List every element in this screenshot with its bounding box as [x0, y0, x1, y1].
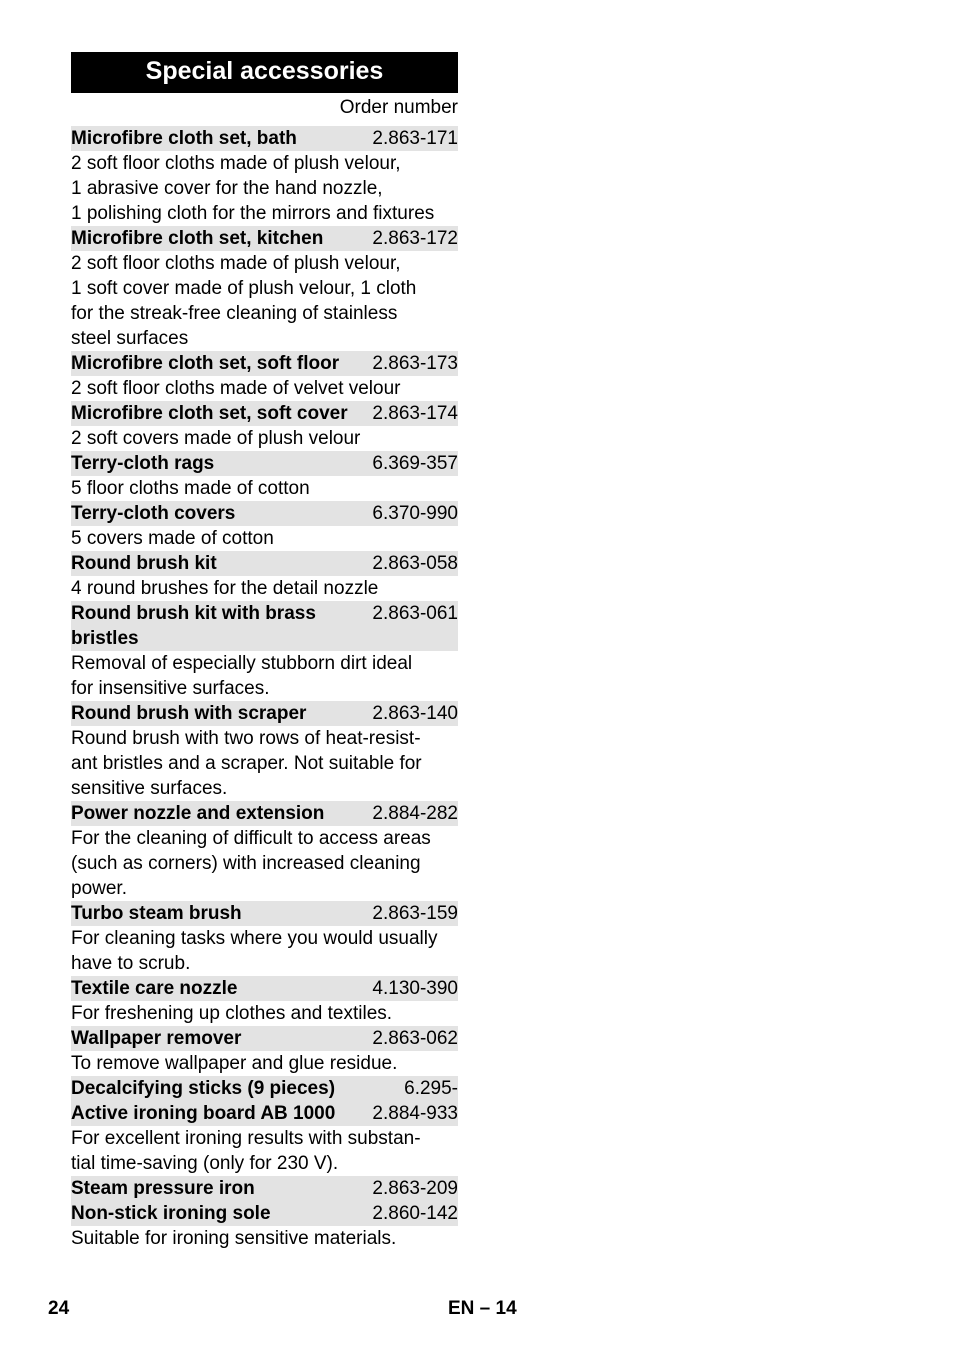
- accessory-description: [71, 251, 458, 351]
- accessory-item: [71, 901, 458, 976]
- description-line: tial time-saving (only for 230 V).: [71, 1153, 339, 1174]
- accessory-name: Round brush with scraper: [71, 703, 307, 724]
- description-line: for the streak-free cleaning of stainless: [71, 303, 398, 324]
- page-number: 24: [48, 1298, 70, 1319]
- accessory-row: [71, 451, 458, 476]
- description-line: 4 round brushes for the detail nozzle: [71, 578, 379, 599]
- accessory-row: [71, 1026, 458, 1051]
- accessory-item: [71, 1076, 458, 1176]
- description-line: 1 soft cover made of plush velour, 1 cloth: [71, 278, 417, 299]
- accessory-name: Round brush kit with brass bristles: [71, 603, 316, 649]
- accessory-item: [71, 501, 458, 551]
- accessory-name: Terry-cloth covers: [71, 503, 236, 524]
- accessory-name: Non-stick ironing sole: [71, 1203, 271, 1224]
- accessory-row: [71, 1101, 458, 1126]
- order-number: 6.370-990: [372, 503, 458, 524]
- accessory-description: [71, 1226, 458, 1251]
- description-line: 2 soft floor cloths made of plush velour,: [71, 253, 401, 274]
- accessory-description: [71, 526, 458, 551]
- accessory-description: [71, 151, 458, 226]
- accessory-description: [71, 1126, 458, 1176]
- accessory-description: [71, 1001, 458, 1026]
- order-number: 2.863-172: [372, 228, 458, 249]
- accessory-name: Round brush kit: [71, 553, 217, 574]
- section-title: Special accessories: [71, 52, 458, 93]
- accessory-description: [71, 826, 458, 901]
- order-number: 2.863-171: [372, 128, 458, 149]
- description-line: have to scrub.: [71, 953, 191, 974]
- description-line: 2 soft covers made of plush velour: [71, 428, 361, 449]
- accessory-name: Textile care nozzle: [71, 978, 238, 999]
- accessory-row: [71, 701, 458, 726]
- accessory-description: [71, 426, 458, 451]
- accessory-description: [71, 926, 458, 976]
- description-line: ant bristles and a scraper. Not suitable for: [71, 753, 422, 774]
- accessory-name: Microfibre cloth set, bath: [71, 128, 297, 149]
- accessory-row: [71, 1201, 458, 1226]
- accessory-name: Steam pressure iron: [71, 1178, 255, 1199]
- accessory-description: [71, 476, 458, 501]
- order-number: 2.863-159: [372, 903, 458, 924]
- accessory-description: [71, 576, 458, 601]
- accessory-name: Microfibre cloth set, soft cover: [71, 403, 348, 424]
- order-number: 2.863-173: [372, 353, 458, 374]
- accessory-row: [71, 551, 458, 576]
- accessory-item: [71, 1026, 458, 1076]
- description-line: 1 polishing cloth for the mirrors and fixtures: [71, 203, 435, 224]
- description-line: To remove wallpaper and glue residue.: [71, 1053, 398, 1074]
- description-line: 2 soft floor cloths made of velvet velour: [71, 378, 401, 399]
- order-number: 6.295-: [404, 1078, 458, 1099]
- accessory-item: [71, 551, 458, 601]
- description-line: Removal of especially stubborn dirt ideal: [71, 653, 413, 674]
- accessory-row: [71, 501, 458, 526]
- accessory-item: [71, 226, 458, 351]
- accessory-description: [71, 376, 458, 401]
- accessory-item: [71, 701, 458, 801]
- accessory-row: [71, 901, 458, 926]
- description-line: Round brush with two rows of heat-resist-: [71, 728, 421, 749]
- description-line: for insensitive surfaces.: [71, 678, 270, 699]
- description-line: (such as corners) with increased cleaning: [71, 853, 421, 874]
- accessory-description: [71, 726, 458, 801]
- order-number: 2.884-933: [372, 1103, 458, 1124]
- accessory-description: [71, 1051, 458, 1076]
- accessory-row: [71, 351, 458, 376]
- accessory-item: [71, 601, 458, 701]
- description-line: 1 abrasive cover for the hand nozzle,: [71, 178, 383, 199]
- accessory-row: [71, 601, 458, 651]
- accessory-row: [71, 801, 458, 826]
- description-line: For cleaning tasks where you would usually: [71, 928, 438, 949]
- order-number: 6.369-357: [372, 453, 458, 474]
- accessory-item: [71, 451, 458, 501]
- order-number: 4.130-390: [372, 978, 458, 999]
- accessory-row: [71, 401, 458, 426]
- accessory-name: Terry-cloth rags: [71, 453, 215, 474]
- description-line: Suitable for ironing sensitive materials.: [71, 1228, 397, 1249]
- description-line: For the cleaning of difficult to access areas: [71, 828, 431, 849]
- description-line: For freshening up clothes and textiles.: [71, 1003, 393, 1024]
- accessory-name: Decalcifying sticks (9 pieces): [71, 1078, 336, 1099]
- accessory-item: [71, 401, 458, 451]
- accessory-row: [71, 1176, 458, 1201]
- accessory-row: [71, 126, 458, 151]
- order-number: 2.863-209: [372, 1178, 458, 1199]
- accessory-name: Microfibre cloth set, kitchen: [71, 228, 324, 249]
- description-line: power.: [71, 878, 127, 899]
- order-number: 2.863-062: [372, 1028, 458, 1049]
- order-number: 2.860-142: [372, 1203, 458, 1224]
- accessory-name: Active ironing board AB 1000: [71, 1103, 336, 1124]
- order-number: 2.863-058: [372, 553, 458, 574]
- order-number: 2.863-140: [372, 703, 458, 724]
- description-line: steel surfaces: [71, 328, 189, 349]
- order-number: 2.884-282: [372, 803, 458, 824]
- accessory-description: [71, 651, 458, 701]
- section-page-label: EN – 14: [448, 1298, 517, 1319]
- accessory-row: [71, 226, 458, 251]
- description-line: For excellent ironing results with substan-: [71, 1128, 421, 1149]
- accessory-item: [71, 801, 458, 901]
- description-line: 5 floor cloths made of cotton: [71, 478, 310, 499]
- accessory-item: [71, 976, 458, 1026]
- accessory-name: Microfibre cloth set, soft floor: [71, 353, 340, 374]
- accessory-item: [71, 126, 458, 226]
- accessories-column: [71, 52, 458, 1251]
- description-line: 2 soft floor cloths made of plush velour,: [71, 153, 401, 174]
- accessory-row: [71, 1076, 458, 1101]
- description-line: sensitive surfaces.: [71, 778, 228, 799]
- accessory-name: Turbo steam brush: [71, 903, 242, 924]
- order-number: 2.863-174: [372, 403, 458, 424]
- accessory-row: [71, 976, 458, 1001]
- accessory-item: [71, 351, 458, 401]
- accessory-list: [71, 126, 458, 1251]
- accessory-item: [71, 1176, 458, 1251]
- order-number: 2.863-061: [372, 603, 458, 624]
- description-line: 5 covers made of cotton: [71, 528, 274, 549]
- accessory-name: Wallpaper remover: [71, 1028, 242, 1049]
- accessory-name: Power nozzle and extension: [71, 803, 325, 824]
- order-number-header: Order number: [339, 97, 458, 118]
